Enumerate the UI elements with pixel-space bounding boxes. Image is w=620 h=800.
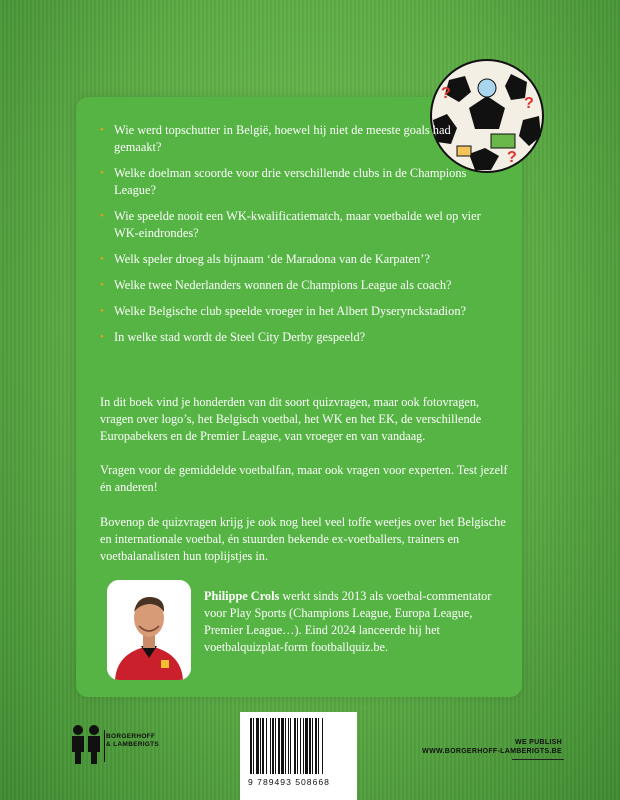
question-text: In welke stad wordt de Steel City Derby gespeeld? bbox=[114, 330, 366, 344]
author-name: Philippe Crols bbox=[204, 589, 280, 603]
list-item bbox=[100, 329, 500, 346]
question-text: Welke twee Nederlanders wonnen de Champions League als coach? bbox=[114, 278, 452, 292]
publisher-website[interactable]: WWW.BORGERHOFF-LAMBERIGTS.BE bbox=[422, 748, 562, 755]
list-item bbox=[100, 122, 500, 156]
svg-text:?: ? bbox=[441, 85, 451, 102]
bullet-icon: • bbox=[100, 305, 104, 317]
list-item bbox=[100, 251, 500, 268]
logo-line: & LAMBERIGTS bbox=[106, 741, 160, 748]
list-item bbox=[100, 303, 500, 320]
bullet-icon: • bbox=[100, 331, 104, 343]
quiz-question-list bbox=[100, 122, 500, 355]
logo-line: BORGERHOFF bbox=[106, 733, 156, 740]
publisher-info bbox=[422, 738, 562, 756]
question-text: Wie speelde nooit een WK-kwalificatiematch, maar voetbalde wel op vier WK-eindrondes? bbox=[114, 209, 481, 240]
question-text: Welke doelman scoorde voor drie verschillende clubs in de Champions League? bbox=[114, 166, 467, 197]
bullet-icon: • bbox=[100, 167, 104, 179]
barcode-lines-icon bbox=[240, 712, 357, 776]
svg-text:?: ? bbox=[507, 149, 517, 166]
bullet-icon: • bbox=[100, 124, 104, 136]
publisher-tagline: WE PUBLISH bbox=[515, 739, 562, 746]
divider bbox=[512, 759, 564, 760]
svg-text:?: ? bbox=[524, 95, 534, 112]
bullet-icon: • bbox=[100, 210, 104, 222]
list-item bbox=[100, 165, 500, 199]
description-paragraph: Vragen voor de gemiddelde voetbalfan, maar ook vragen voor experten. Test jezelf én anderen! bbox=[100, 463, 508, 494]
bullet-icon: • bbox=[100, 279, 104, 291]
question-text: Wie werd topschutter in België, hoewel hij niet de meeste goals had gemaakt? bbox=[114, 123, 451, 154]
bullet-icon: • bbox=[100, 253, 104, 265]
publisher-logo-text bbox=[106, 733, 159, 749]
author-bio bbox=[204, 588, 504, 656]
description-paragraph: Bovenop de quizvragen krijg je ook nog heel veel toffe weetjes over het Belgische en internationale voetbal, én stuurden bekende ex-voetballers, trainers en voetbalanalisten hun toplijstjes in. bbox=[100, 515, 506, 563]
author-photo bbox=[107, 580, 191, 680]
question-text: Welke Belgische club speelde vroeger in het Albert Dyserynckstadion? bbox=[114, 304, 467, 318]
barcode bbox=[240, 712, 357, 800]
list-item bbox=[100, 208, 500, 242]
description-paragraph: In dit boek vind je honderden van dit soort quizvragen, maar ook fotovragen, vragen over logo’s, het Belgisch voetbal, het WK en het EK, de verschillende Europabekers en de Premier League, van vroeger en van vandaag. bbox=[100, 395, 482, 443]
list-item bbox=[100, 277, 500, 294]
author-portrait-icon bbox=[107, 580, 191, 680]
question-text: Welk speler droeg als bijnaam ‘de Maradona van de Karpaten’? bbox=[114, 252, 430, 266]
author-bio-text: werkt sinds 2013 als voetbal-commentator voor Play Sports (Champions League, Europa League, Premier League…). Eind 2024 lanceerde hij het voetbalquizplat-form footballquiz.be. bbox=[204, 589, 492, 654]
barcode-number: 9 789493 508668 bbox=[248, 777, 330, 787]
